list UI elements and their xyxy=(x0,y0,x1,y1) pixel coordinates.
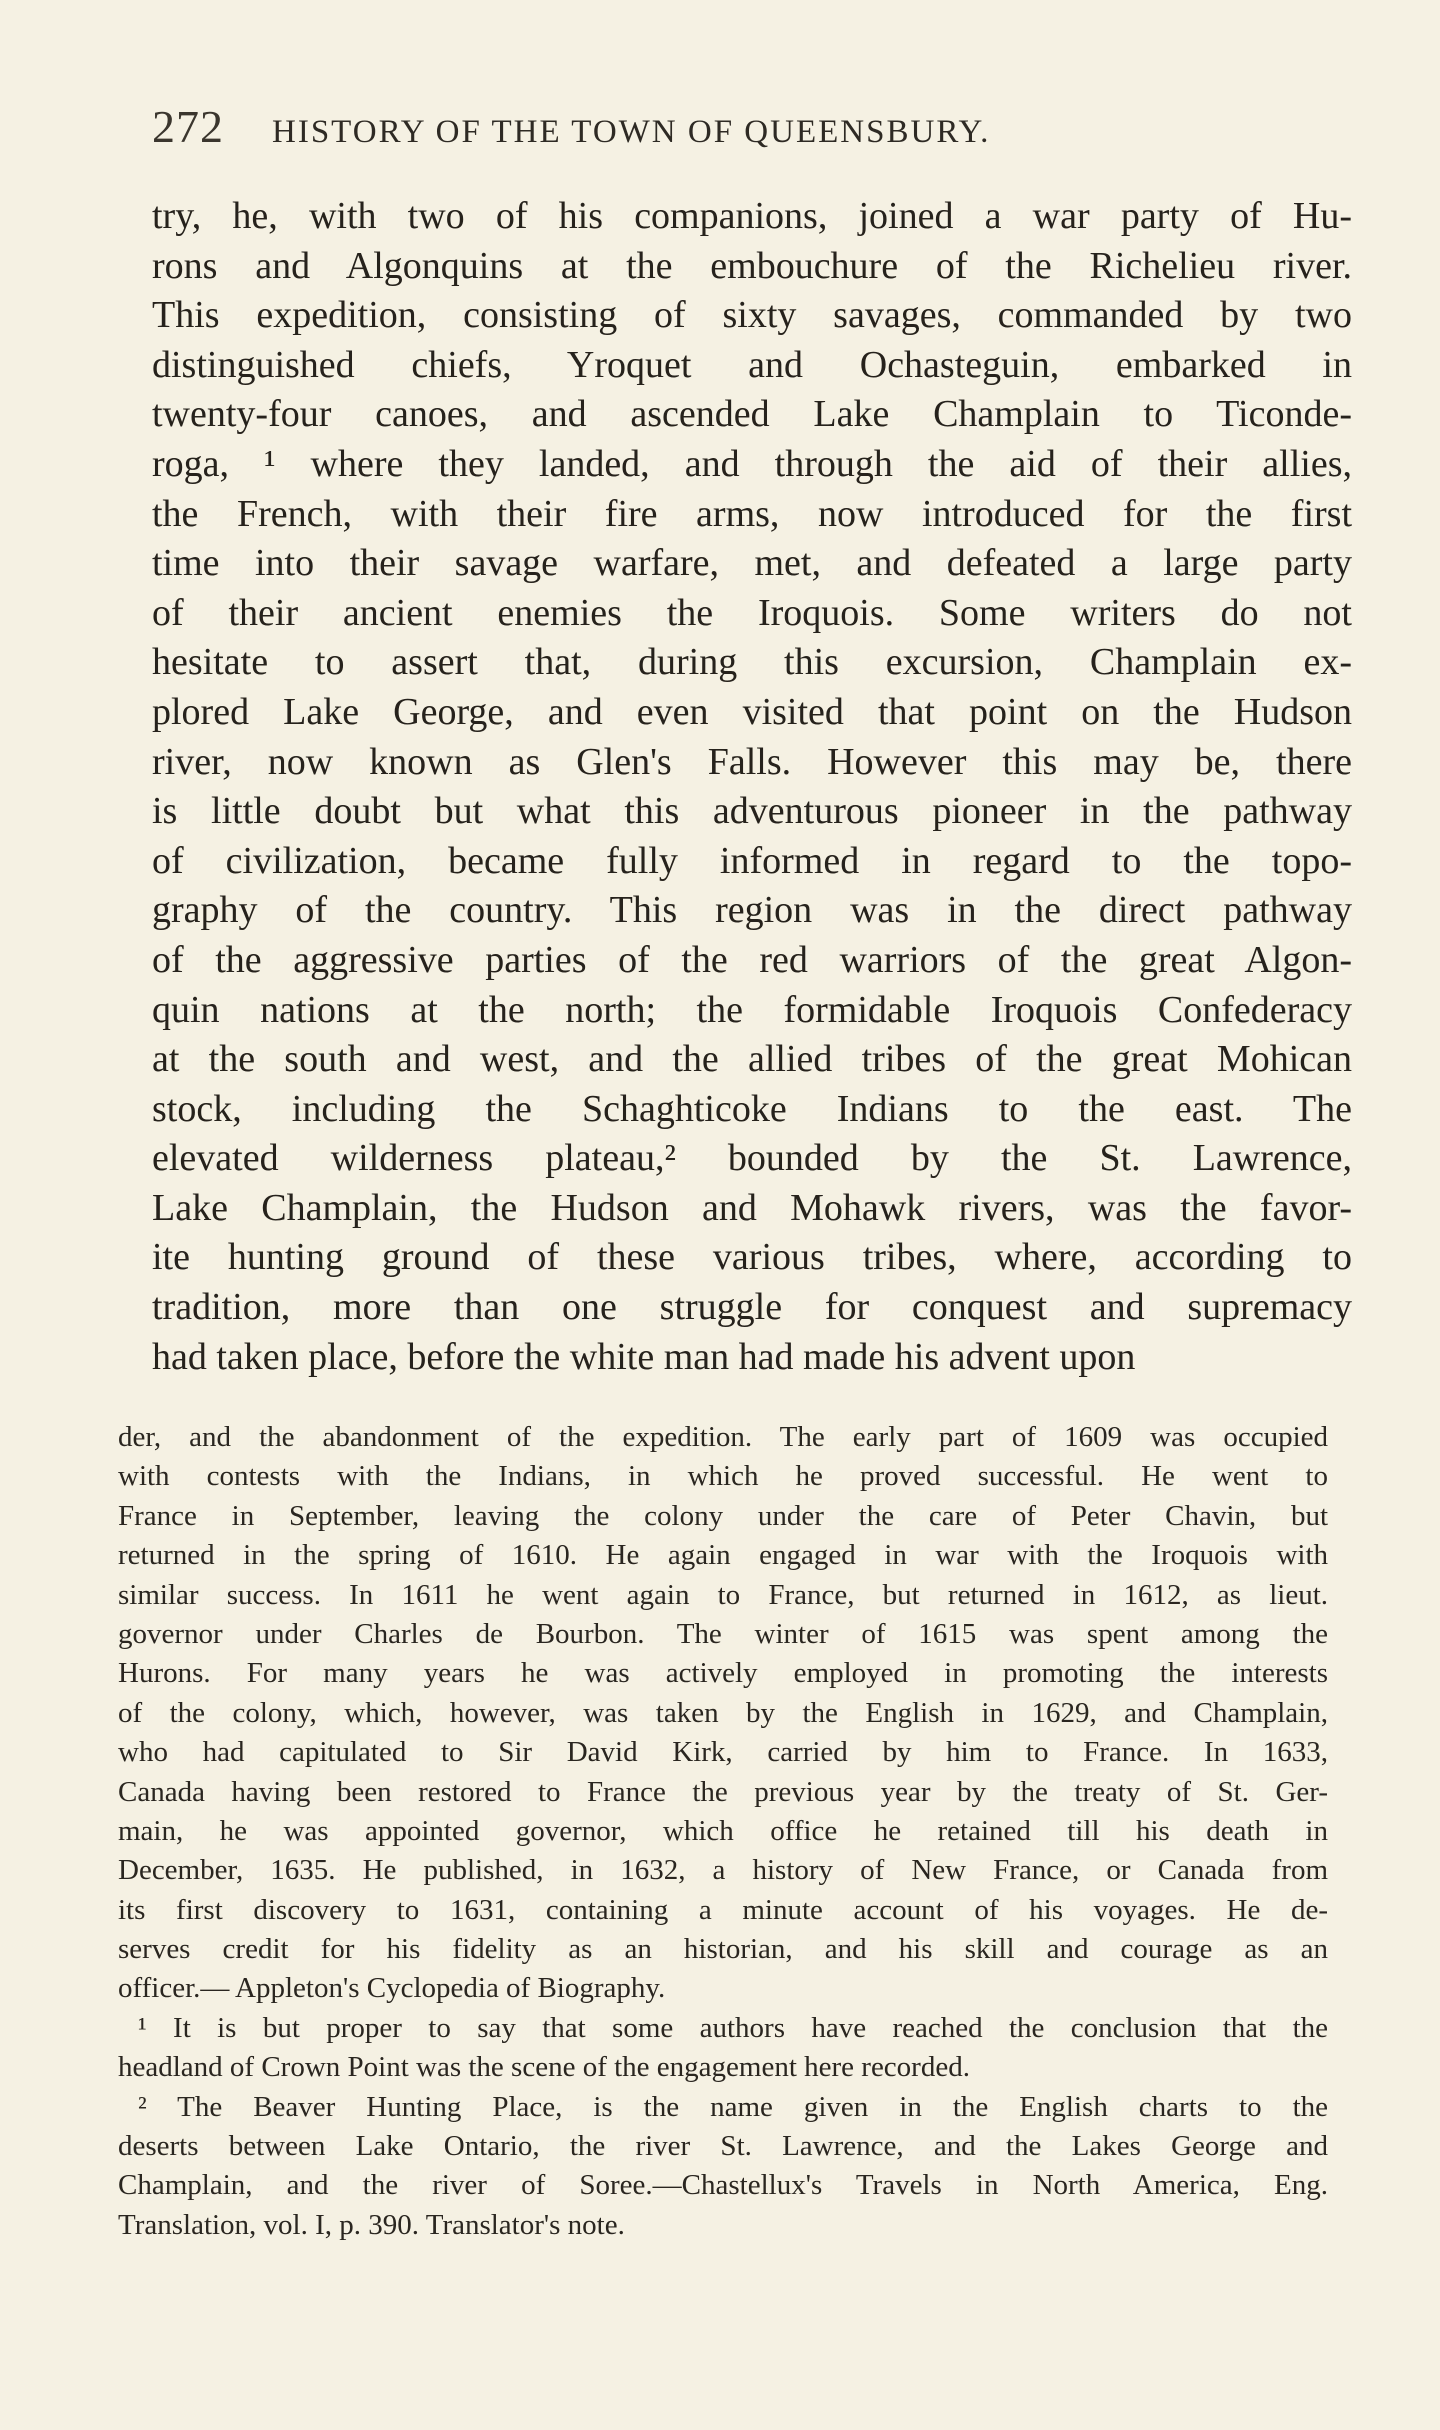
footnote-line: officer.— Appleton's Cyclopedia of Biography. xyxy=(118,1972,666,2005)
body-line: Lake Champlain, the Hudson and Mohawk rivers, was the favor- xyxy=(152,1186,1352,1229)
body-line: hesitate to assert that, during this excursion, Champlain ex- xyxy=(152,641,1352,684)
body-line: at the south and west, and the allied tribes of the great Mohican xyxy=(152,1038,1352,1081)
footnote-line: deserts between Lake Ontario, the river St. Lawrence, and the Lakes George and xyxy=(118,2130,1328,2163)
body-line: roga, ¹ where they landed, and through the aid of their allies, xyxy=(152,442,1352,485)
footnote-line: governor under Charles de Bourbon. The winter of 1615 was spent among the xyxy=(118,1617,1328,1650)
body-line: ite hunting ground of these various tribes, where, according to xyxy=(152,1236,1352,1279)
body-line: time into their savage warfare, met, and defeated a large party xyxy=(152,542,1352,585)
body-line: distinguished chiefs, Yroquet and Ochasteguin, embarked in xyxy=(152,343,1352,386)
body-line: of civilization, became fully informed in regard to the topo- xyxy=(152,839,1352,882)
footnote-line: December, 1635. He published, in 1632, a history of New France, or Canada from xyxy=(118,1854,1328,1887)
footnote-line: its first discovery to 1631, containing a minute account of his voyages. He de- xyxy=(118,1893,1328,1926)
body-line: rons and Algonquins at the embouchure of the Richelieu river. xyxy=(152,244,1352,287)
footnote-line: Canada having been restored to France the previous year by the treaty of St. Ger- xyxy=(118,1775,1328,1808)
footnote-line: headland of Crown Point was the scene of the engagement here recorded. xyxy=(118,2051,970,2084)
page-number: 272 xyxy=(152,101,224,152)
page-header-title: HISTORY OF THE TOWN OF QUEENSBURY. xyxy=(272,114,991,150)
footnote-line: Champlain, and the river of Soree.—Chastellux's Travels in North America, Eng. xyxy=(118,2169,1328,2202)
body-line: plored Lake George, and even visited that point on the Hudson xyxy=(152,690,1352,733)
body-line: of the aggressive parties of the red warriors of the great Algon- xyxy=(152,938,1352,981)
body-line: try, he, with two of his companions, joined a war party of Hu- xyxy=(152,195,1352,237)
body-line: river, now known as Glen's Falls. However this may be, there xyxy=(152,740,1352,783)
body-line: tradition, more than one struggle for conquest and supremacy xyxy=(152,1286,1352,1329)
footnote-line: der, and the abandonment of the expedition. The early part of 1609 was occupied xyxy=(118,1421,1328,1453)
body-line: the French, with their fire arms, now introduced for the first xyxy=(152,492,1352,535)
body-line: is little doubt but what this adventurous pioneer in the pathway xyxy=(152,790,1352,833)
body-line: This expedition, consisting of sixty savages, commanded by two xyxy=(152,294,1352,337)
footnote-line: serves credit for his fidelity as an historian, and his skill and courage as an xyxy=(118,1933,1328,1966)
running-head xyxy=(152,100,1352,160)
body-line: stock, including the Schaghticoke Indians to the east. The xyxy=(152,1087,1352,1130)
footnote-line: similar success. In 1611 he went again to France, but returned in 1612, as lieut. xyxy=(118,1578,1328,1611)
footnote-line: Hurons. For many years he was actively employed in promoting the interests xyxy=(118,1657,1328,1690)
body-line: graphy of the country. This region was in the direct pathway xyxy=(152,889,1352,932)
body-line: elevated wilderness plateau,² bounded by the St. Lawrence, xyxy=(152,1137,1352,1180)
footnote-line: returned in the spring of 1610. He again engaged in war with the Iroquois with xyxy=(118,1539,1328,1572)
body-text xyxy=(152,192,1352,1382)
footnote-line: with contests with the Indians, in which he proved successful. He went to xyxy=(118,1460,1328,1493)
footnote-line: of the colony, which, however, was taken by the English in 1629, and Champlain, xyxy=(118,1696,1328,1729)
footnote-line: Translation, vol. I, p. 390. Translator's note. xyxy=(118,2208,625,2241)
footnote-line: France in September, leaving the colony under the care of Peter Chavin, but xyxy=(118,1499,1328,1532)
footnote-separator xyxy=(152,1396,1352,1400)
footnote-line: main, he was appointed governor, which office he retained till his death in xyxy=(118,1814,1328,1847)
body-line: quin nations at the north; the formidable Iroquois Confederacy xyxy=(152,988,1352,1031)
body-line: had taken place, before the white man had made his advent upon xyxy=(152,1335,1136,1378)
footnote-line: who had capitulated to Sir David Kirk, carried by him to France. In 1633, xyxy=(118,1736,1328,1769)
body-line: of their ancient enemies the Iroquois. Some writers do not xyxy=(152,591,1352,634)
footnotes xyxy=(118,1418,1328,2245)
footnote-line: ² The Beaver Hunting Place, is the name given in the English charts to the xyxy=(138,2090,1328,2123)
body-line: twenty-four canoes, and ascended Lake Champlain to Ticonde- xyxy=(152,393,1352,436)
footnote-line: ¹ It is but proper to say that some authors have reached the conclusion that the xyxy=(138,2011,1328,2044)
